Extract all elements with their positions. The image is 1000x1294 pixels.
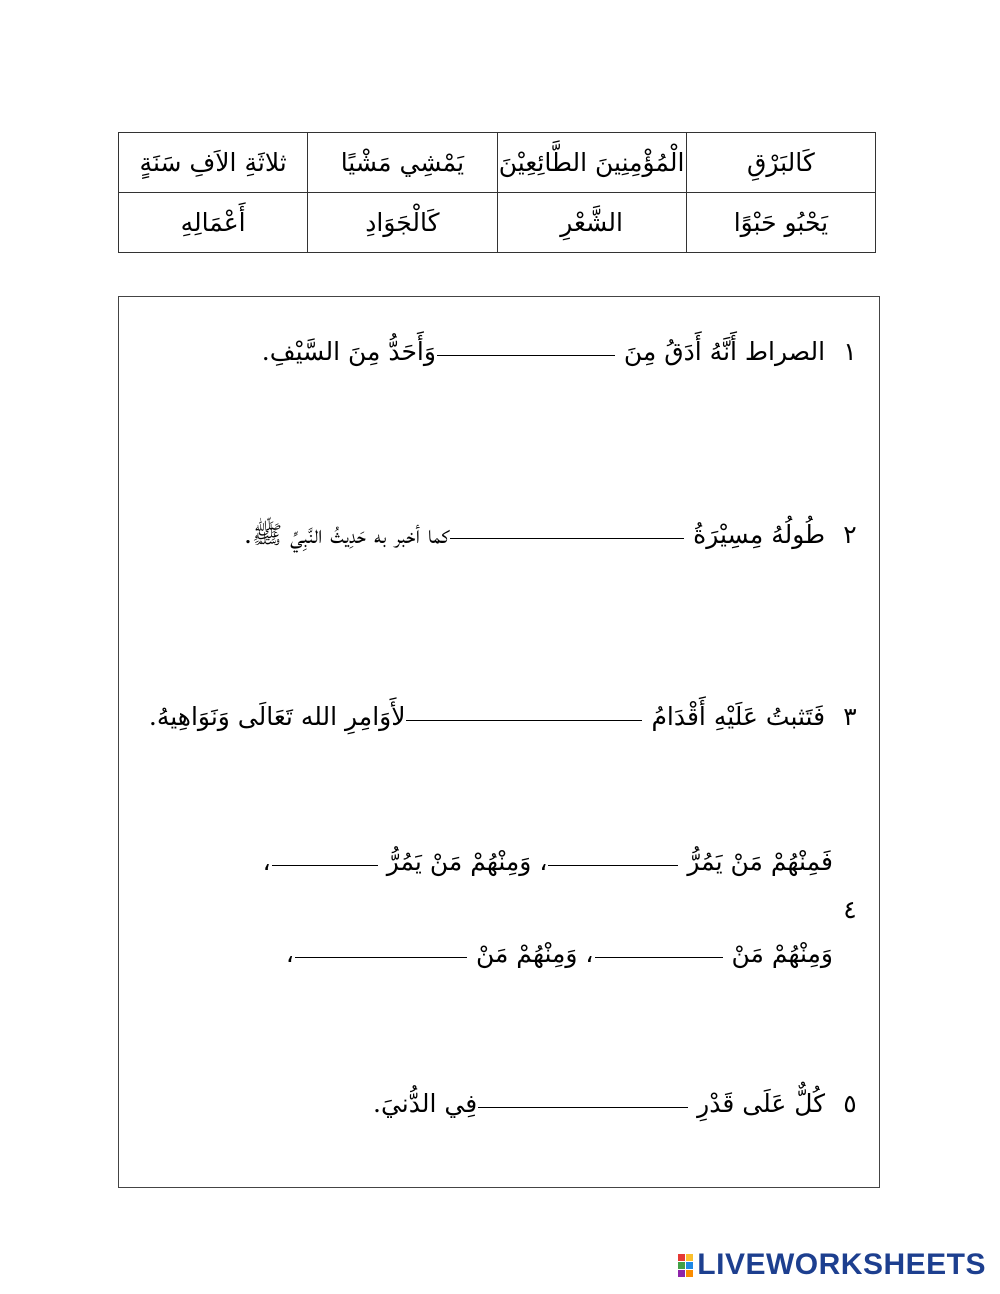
question-text: ، <box>262 847 271 876</box>
answer-blank-4b[interactable] <box>272 863 378 866</box>
question-4 <box>127 847 867 987</box>
liveworksheets-logo <box>678 1250 986 1280</box>
question-text: ، وَمِنْهُمْ مَنْ يَمُرُّ <box>386 847 548 876</box>
question-text: فَمِنْهُمْ مَنْ يَمُرُّ <box>687 847 833 876</box>
word-bank-cell[interactable]: يَمْشِي مَشْيًا <box>308 133 497 193</box>
question-text-after: كما أخبر به حَدِيثُ النَّبِيِّ ﷺ. <box>244 520 450 549</box>
logo-text: LIVEWORKSHEETS <box>697 1248 986 1281</box>
word-bank-cell[interactable]: أَعْمَالِهِ <box>119 193 308 253</box>
question-text-after: لأَوَامِرِ الله تَعَالَى وَنَوَاهِيهُ. <box>148 702 406 731</box>
question-number: ٥ <box>843 1089 857 1118</box>
answer-blank-5[interactable] <box>478 1105 688 1108</box>
word-bank-cell[interactable]: الْمُؤْمِنِينَ الطَّائِعِيْنَ <box>497 133 686 193</box>
question-text: وَمِنْهُمْ مَنْ <box>731 939 833 968</box>
question-text-before: كُلٌّ عَلَى قَدْرِ <box>697 1089 826 1118</box>
question-text-before: الصراط أَنَّهُ أَدَقُ مِنَ <box>623 337 826 366</box>
word-bank-cell[interactable]: الشَّعْرِ <box>497 193 686 253</box>
answer-blank-3[interactable] <box>406 718 642 721</box>
question-number: ٤ <box>843 895 857 924</box>
question-2 <box>244 520 867 550</box>
questions-panel <box>118 296 880 1188</box>
question-text-before: طُولُهُ مِسِيْرَةُ <box>693 520 826 549</box>
word-bank-row <box>119 133 876 193</box>
answer-blank-1[interactable] <box>437 353 615 356</box>
question-text: ، <box>285 939 294 968</box>
question-5 <box>373 1089 867 1119</box>
question-text: ، وَمِنْهُمْ مَنْ <box>475 939 594 968</box>
question-text-after: فِي الدُّنيَ. <box>373 1089 478 1118</box>
word-bank-table <box>118 132 876 253</box>
question-text-after: وَأَحَدُّ مِنَ السَّيْفِ. <box>261 337 436 366</box>
answer-blank-4c[interactable] <box>595 955 723 958</box>
question-4-line-2 <box>286 939 833 968</box>
question-4-line-1 <box>263 847 833 876</box>
word-bank-cell[interactable]: كَالْجَوَادِ <box>308 193 497 253</box>
answer-blank-2[interactable] <box>450 536 684 539</box>
question-number: ١ <box>843 337 857 366</box>
logo-blocks-icon <box>678 1254 693 1277</box>
question-3 <box>149 702 867 732</box>
answer-blank-4a[interactable] <box>548 863 678 866</box>
question-text-before: فَتَثبتُ عَلَيْهِ أَقْدَامُ <box>651 702 826 731</box>
question-number: ٣ <box>843 702 857 731</box>
question-number: ٢ <box>843 520 857 549</box>
answer-blank-4d[interactable] <box>295 955 467 958</box>
word-bank-row <box>119 193 876 253</box>
word-bank-cell[interactable]: يَحْبُو حَبْوًا <box>686 193 875 253</box>
question-1 <box>262 337 867 367</box>
word-bank-cell[interactable]: كَالبَرْقِ <box>686 133 875 193</box>
word-bank-cell[interactable]: ثلاثَةِ الاَفِ سَنَةٍ <box>119 133 308 193</box>
